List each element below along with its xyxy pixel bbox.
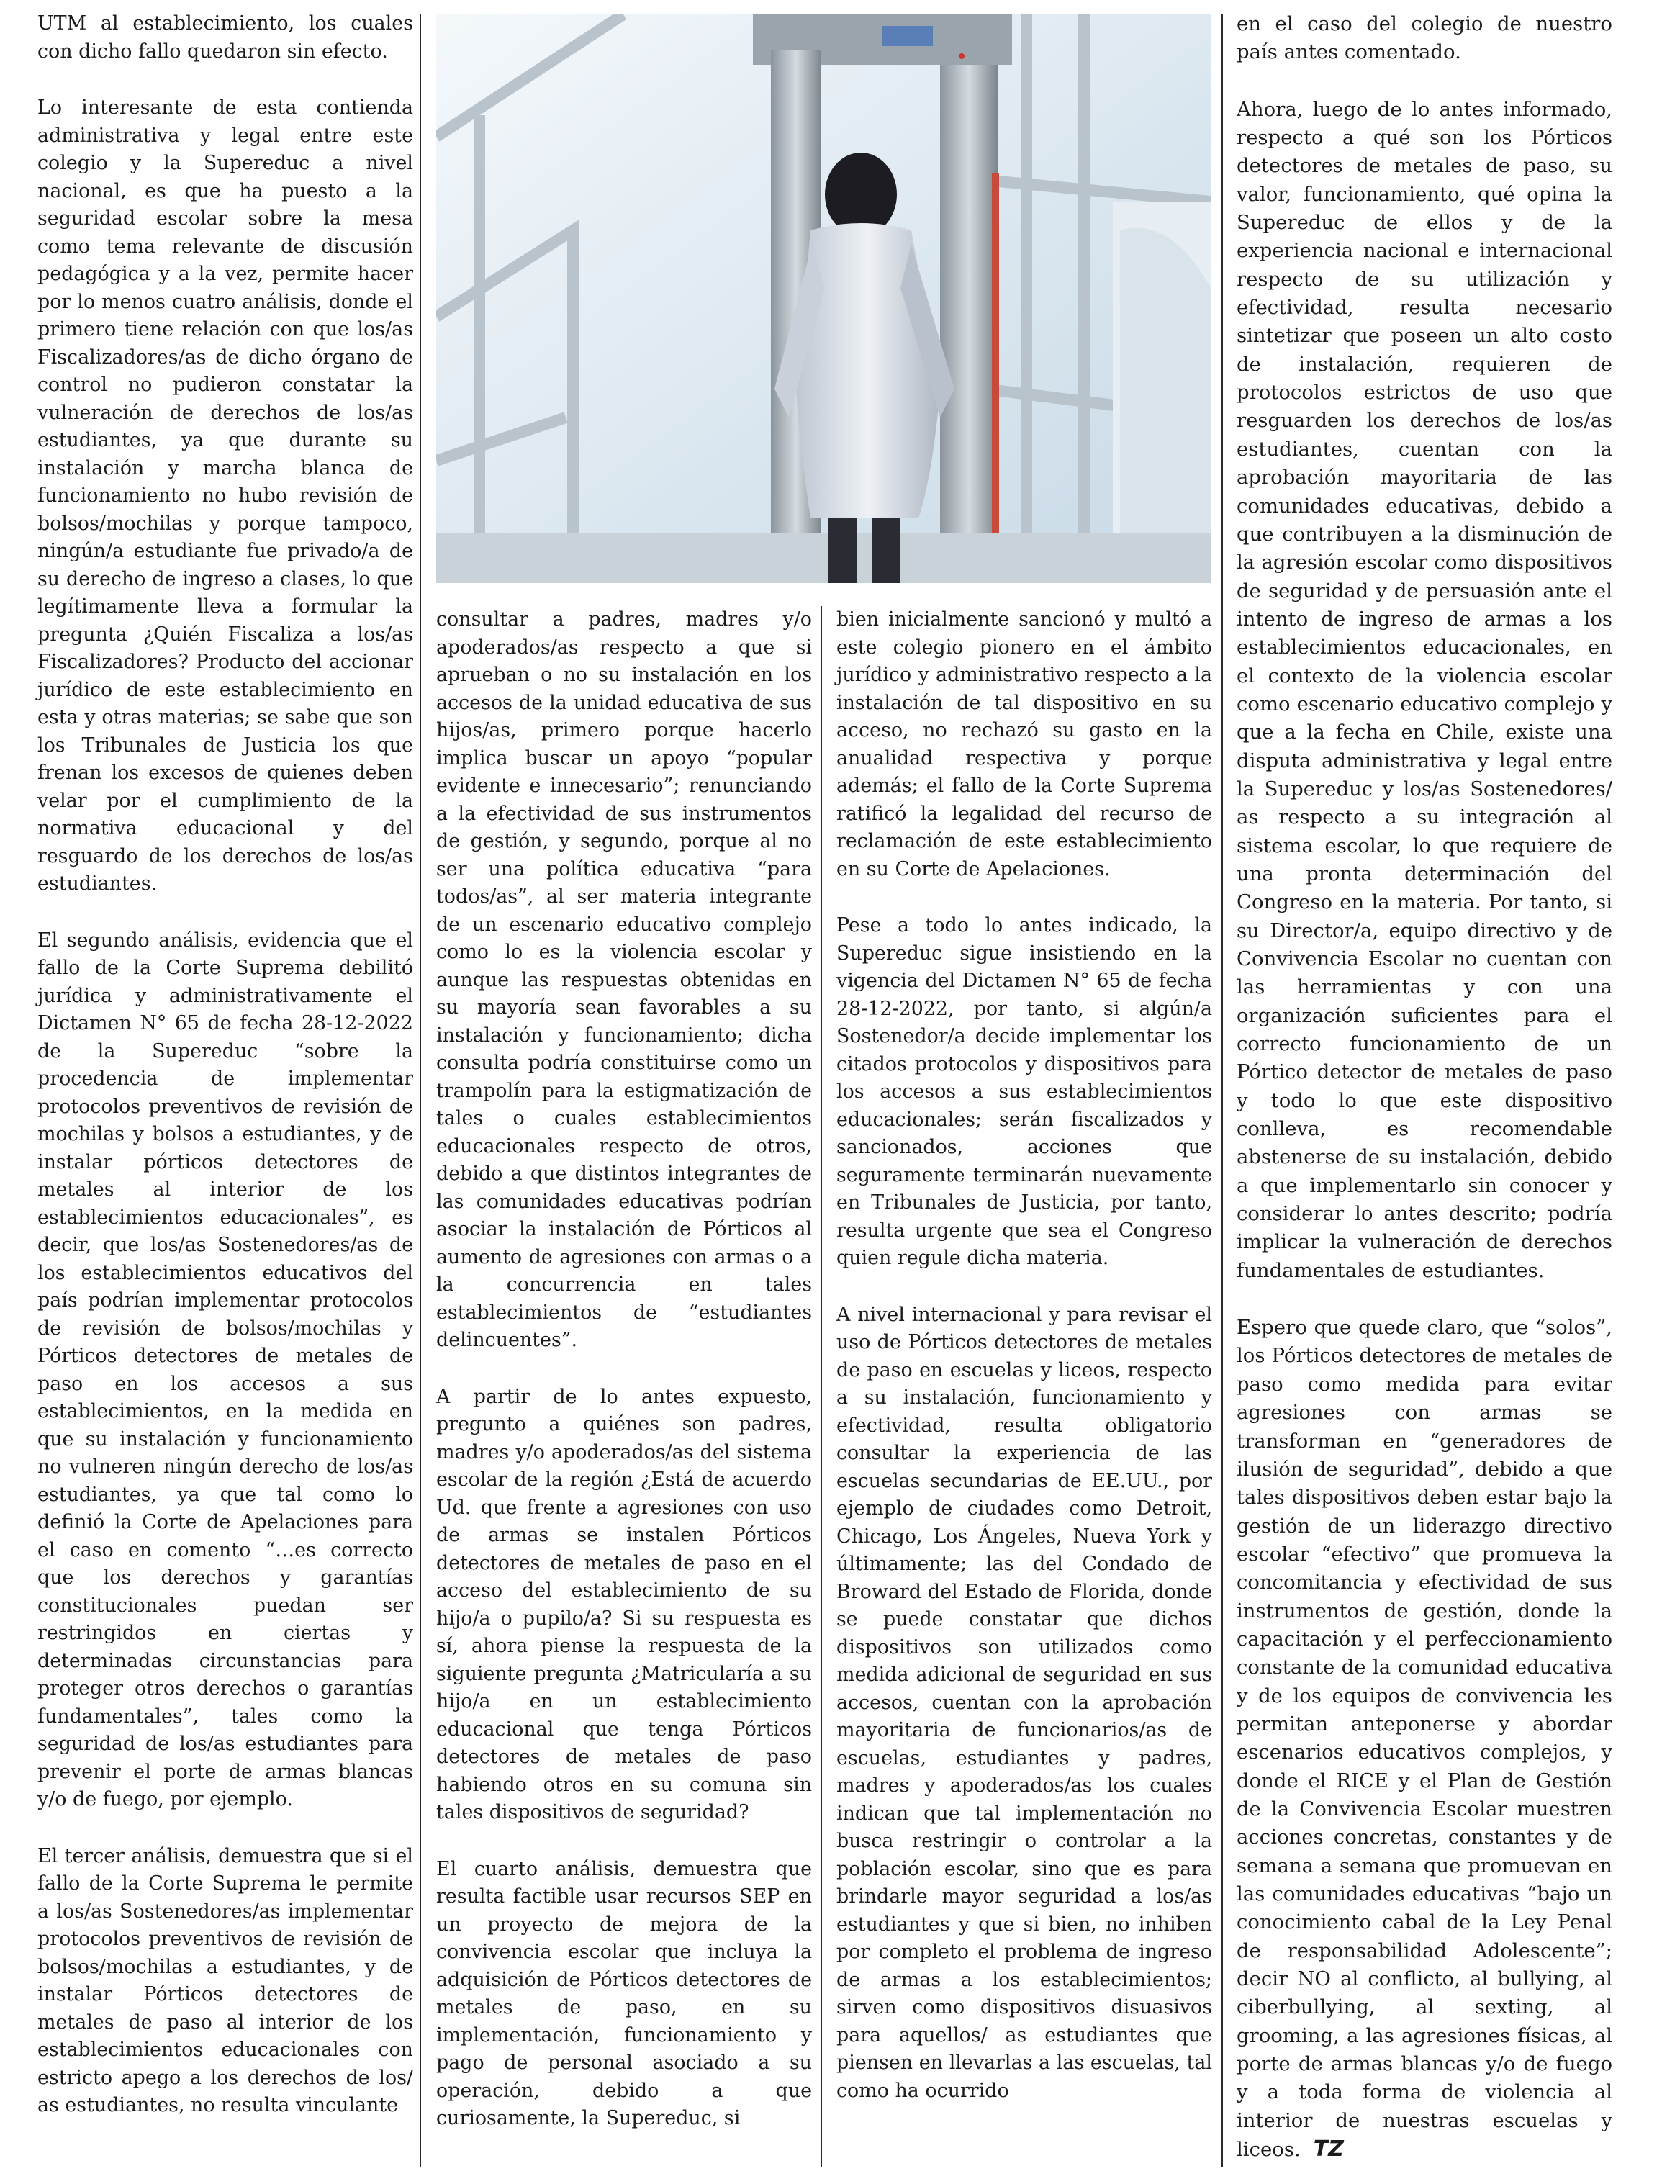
paragraph: El segundo análisis, evidencia que el fallo de la Corte Suprema debilitó jurídica y administrativamente el Dictamen N° 65 de fecha 28-12-2022 de la Supereduc “sobre la procedencia de implementar protocolos preventivos de revisión de mochilas y bolsos a estudiantes, y de instalar pórticos detectores de metales al interior de los establecimientos educacionales”, es decir, que los/as Sostenedores/as de los establecimientos educativos del país podrían implementar protocolos de revisión de bolsos/mochilas y Pórticos detectores de metales de paso en los accesos a sus establecimientos, en la medida en que su instalación y funcionamiento no vulneren ningún derecho de los/as estudiantes, ya que tal como lo definió la Corte de Apelaciones para el caso en comento “…es correcto que los derechos y garantías constitucionales puedan ser restringidos en ciertas y determinadas circunstancias para proteger otros derechos o garantías fundamentales”, tales como la seguridad de los/as estudiantes para prevenir el porte de armas blancas y/o de fuego, por ejemplo. [37, 929, 413, 1810]
publication-end-mark: TZ [1313, 2136, 1344, 2162]
paragraph [1237, 1314, 1612, 2164]
paragraph: Lo interesante de esta contienda administrativa y legal entre este colegio y la Supereduc a nivel nacional, es que ha puesto a la seguridad escolar sobre la mesa como tema relevante de discusión pedagógica y a la vez, permite hacer por lo menos cuatro análisis, donde el primero tiene relación con que los/as Fiscalizadores/as de dicho órgano de control no pudieron constatar la vulneración de derechos de los/as estudiantes, ya que durante su instalación y marcha blanca de funcionamiento no hubo revisión de bolsos/mochilas y porque tampoco, ningún/a estudiante fue privado/a de su derecho de ingreso a clases, lo que legítimamente lleva a formular la pregunta ¿Quién Fiscaliza a los/as Fiscalizadores? Producto del accionar jurídico de este establecimiento en esta y otras materias; se sabe que son los Tribunales de Justicia los que frenan los excesos de quienes deben velar por el cumplimiento de la normativa educacional y del resguardo de los derechos de los/as estudiantes. [37, 96, 413, 895]
metal-detector-photo [436, 14, 1211, 583]
article-column-1 [37, 10, 413, 2149]
photo-illustration [436, 14, 1211, 583]
paragraph: A partir de lo antes expuesto, pregunto a quiénes son padres, madres y/o apoderados/as del sistema escolar de la región ¿Está de acuerdo Ud. que frente a agresiones con uso de armas se instalen Pórticos detectores de metales de paso en el acceso del establecimiento de su hijo/a o pupilo/a? Si su respuesta es sí, ahora piense la respuesta de la siguiente pregunta ¿Matricularía a su hijo/a en un establecimiento educacional que tenga Pórticos detectores de metales de paso habiendo otros en su comuna sin tales dispositivos de seguridad? [436, 1385, 812, 1823]
paragraph: El cuarto análisis, demuestra que resulta factible usar recursos SEP en un proyecto de mejora de la convivencia escolar que incluya la adquisición de Pórticos detectores de metales de paso, en su implementación, funcionamiento y pago de personal asociado a su operación, debido a que curiosamente, la Supereduc, si [436, 1857, 812, 2129]
column-divider [420, 14, 421, 2167]
closing-text: Espero que quede claro, que “solos”, los Pórticos detectores de metales de paso como medida para evitar agresiones con armas se transforman en “generadores de ilusión de seguridad”, debido a que tales dispositivos deben estar bajo la gestión de un liderazgo directivo escolar “efectivo” que promueva la concomitancia y efectividad de sus instrumentos de gestión, donde la capacitación y el perfeccionamiento constante de la comunidad educativa y de los equipos de convivencia les permitan anteponerse y abordar escenarios educativos complejos, y donde el RICE y el Plan de Gestión de la Convivencia Escolar muestren acciones concretas, constantes y de semana a semana que promuevan en las comunidades educativas “bajo un conocimiento cabal de la Ley Penal de responsabilidad Adolescente”; decir NO al conflicto, al bullying, al ciberbullying, al sexting, al grooming, a las agresiones físicas, al porte de armas blancas y/o de fuego y a toda forma de violencia al interior de nuestras escuelas y liceos. [1237, 1316, 1612, 2162]
paragraph: El tercer análisis, demuestra que si el fallo de la Corte Suprema le permite a los/as Sostenedores/as implementar protocolos preventivos de revisión de bolsos/mochilas a estudiantes, y de instalar Pórticos detectores de metales de paso al interior de los establecimientos educacionales con estricto apego a los derechos de los/ as estudiantes, no resulta vinculante [37, 1844, 413, 2116]
paragraph: consultar a padres, madres y/o apoderados/as respecto a que si aprueban o no su instalación en los accesos de la unidad educativa de sus hijos/as, primero porque hacerlo implica buscar un apoyo “popular evidente e innecesario”; renunciando a la efectividad de sus instrumentos de gestión, y segundo, porque al no ser una política educativa “para todos/as”, al ser materia integrante de un escenario educativo complejo como lo es la violencia escolar y aunque las respuestas obtenidas en su mayoría sean favorables a su instalación y funcionamiento; dicha consulta podría constituirse como un trampolín para la estigmatización de tales o cuales establecimientos educacionales respecto de otros, debido a que distintos integrantes de las comunidades educativas podrían asociar la instalación de Pórticos al aumento de agresiones con armas o a la concurrencia en tales establecimientos de “estudiantes delincuentes”. [436, 608, 812, 1351]
article-column-2 [436, 606, 812, 2162]
paragraph: A nivel internacional y para revisar el uso de Pórticos detectores de metales de paso en escuelas y liceos, respecto a su instalación, funcionamiento y efectividad, resulta obligatorio consultar la experiencia de las escuelas secundarias de EE.UU., por ejemplo de ciudades como Detroit, Chicago, Los Ángeles, Nueva York y últimamente; las del Condado de Broward del Estado de Florida, donde se puede constatar que dichos dispositivos son utilizados como medida adicional de seguridad en sus accesos, cuentan con la aprobación mayoritaria de funcionarios/as de escuelas, estudiantes y padres, madres y apoderados/as los cuales indican que tal implementación no busca restringir o controlar a la población escolar, sino que es para brindarle mayor seguridad a los/as estudiantes y que si bien, no inhiben por completo el problema de ingreso de armas a los establecimientos; sirven como dispositivos disuasivos para aquellos/ as estudiantes que piensen en llevarlas a las escuelas, tal como ha ocurrido [836, 1303, 1212, 2102]
column-divider [1221, 14, 1223, 2167]
article-column-3 [836, 606, 1212, 2134]
paragraph: en el caso del colegio de nuestro país antes comentado. [1237, 12, 1612, 64]
paragraph: Pese a todo lo antes indicado, la Supereduc sigue insistiendo en la vigencia del Dictamen N° 65 de fecha 28-12-2022, por tanto, si algún/a Sostenedor/a decide implementar los citados protocolos y dispositivos para los accesos a sus establecimientos educacionales; serán fiscalizados y sancionados, acciones que seguramente terminarán nuevamente en Tribunales de Justicia, por tanto, resulta urgente que sea el Congreso quien regule dicha materia. [836, 914, 1212, 1269]
paragraph: UTM al establecimiento, los cuales con dicho fallo quedaron sin efecto. [37, 12, 413, 63]
article-column-4 [1237, 10, 1612, 2164]
paragraph: bien inicialmente sancionó y multó a este colegio pionero en el ámbito jurídico y administrativo respecto a la instalación de tal dispositivo en su acceso, no rechazó su gasto en la anualidad respectiva y porque además; el fallo de la Corte Suprema ratificó la legalidad del recurso de reclamación de este establecimiento en su Corte de Apelaciones. [836, 608, 1212, 880]
column-divider [821, 606, 822, 2167]
paragraph: Ahora, luego de lo antes informado, respecto a qué son los Pórticos detectores de metales de paso, su valor, funcionamiento, qué opina la Supereduc de ellos y de la experiencia nacional e internacional respecto de su utilización y efectividad, resulta necesario sintetizar que poseen un alto costo de instalación, requieren de protocolos estrictos de uso que resguarden los derechos de los/as estudiantes, cuentan con la aprobación mayoritaria de las comunidades educativas, debido a que contribuyen a la disminución de la agresión escolar como dispositivos de seguridad y de persuasión ante el intento de ingreso de armas a los establecimientos educacionales, en el contexto de la violencia escolar como escenario educativo complejo y que a la fecha en Chile, existe una disputa administrativa y legal entre la Supereduc y los/as Sostenedores/ as respecto a su integración al sistema escolar, lo que requiere de una pronta determinación del Congreso en la materia. Por tanto, si su Director/a, equipo directivo y de Convivencia Escolar no cuentan con las herramientas y con una organización suficientes para el correcto funcionamiento de un Pórtico detector de metales de paso y todo lo que este dispositivo conlleva, es recomendable abstenerse de su instalación, debido a que implementarlo sin conocer y considerar lo antes descrito; podría implicar la vulneración de derechos fundamentales de estudiantes. [1237, 97, 1612, 1282]
